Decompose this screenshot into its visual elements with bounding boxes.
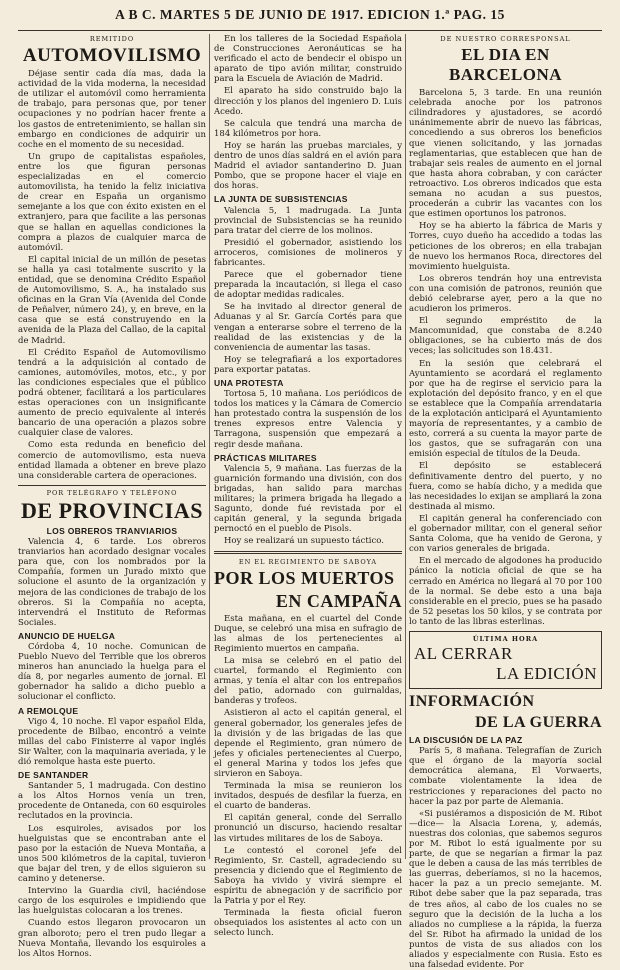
- paragraph: Cuando estos llegaron provocaron un gran alboroto; pero el tren pudo llegar a Nueva Montaña, llevando los esquiroles a los Altos Hornos.: [18, 918, 206, 959]
- section-rule: [18, 485, 206, 486]
- column-divider: [405, 34, 406, 859]
- paragraph: Parece que el gobernador tiene preparada la incautación, si llega el caso de adoptar medidas radicales.: [214, 270, 402, 301]
- subsection-title: LOS OBREROS TRANVIARIOS: [46, 525, 178, 536]
- column-divider: [209, 34, 210, 859]
- subsection-title: A REMOLQUE: [18, 705, 79, 716]
- paragraph: Hoy se telegrafiará a los exportadores para exportar patatas.: [214, 354, 402, 375]
- masthead-rule: [18, 30, 602, 31]
- article-title: EL DIA EN BARCELONA: [448, 45, 563, 85]
- paragraph: En los talleres de la Sociedad Española de Construcciones Aeronáuticas se ha verificado el acto de bendecir el obispo un aparato de tipo avión militar, construido para la Escuela de Aviación de Madrid.: [214, 34, 402, 85]
- paragraph: Tortosa 5, 10 mañana. Los periódicos de todos los matices y la Cámara de Comercio han protestado contra la suspensión de los trenes expresos entre Valencia y Tarragona, suspensión que empezará a regir desde mañana.: [214, 389, 402, 450]
- article-kicker: DE NUESTRO CORRESPONSAL: [440, 35, 571, 43]
- paragraph: El capital inicial de un millón de pesetas se halla ya casi totalmente suscrito y la entidad, que se denomina Crédito Español de Automovilismo, S. A., ha instalado sus oficinas en la Gran Vía (Avenida del Conde de Peñalver, número 24), y, en breve, en la casa que se está construyendo en la avenida de la Plaza del Callao, de la capital de Madrid.: [18, 254, 206, 346]
- paragraph: El segundo empréstito de la Mancomunidad, que constaba de 8.240 obligaciones, se ha cubierto más de dos veces; las solicitudes son 18.431.: [409, 316, 602, 357]
- paragraph: En la sesión que celebrará el Ayuntamiento se acordará el reglamento por que ha de regirse el servicio para la explotación del depósito franco, y en el que se establece que la Compañía arrendataria de la explotación anticipará el Ayuntamiento mayoría de representantes, y a cambio de esto, correrá a su cuenta la mayor parte de los gastos, que se sufragarán con una emisión especial de títulos de la Deuda.: [409, 358, 602, 460]
- paragraph: Valencia 5, 1 madrugada. La Junta provincial de Subsistencias se ha reunido para tratar del cierre de los molinos.: [214, 205, 402, 236]
- article-title-line-2: EN CAMPAÑA: [275, 590, 402, 611]
- paragraph: Hoy se harán las pruebas marciales, y dentro de unos días saldrá en el avión para Madrid el aviador santanderino D. Juan Pombo, que se propone hacer el viaje en dos horas.: [214, 140, 402, 192]
- subsection-title: LA DISCUSIÓN DE LA PAZ: [409, 735, 523, 746]
- paragraph: Los esquiroles, avisados por los huelguistas que se encontraban ante el paso por la estación de Nueva Montaña, a unos 500 kilómetros de la capital, tuvieron que bajar del tren, y de ellos siguieron su camino y detenerse.: [18, 823, 206, 885]
- paragraph: Esta mañana, en el cuartel del Conde Duque, se celebró una misa en sufragio de las almas de los pertenecientes al Regimiento muertos en campaña.: [214, 613, 402, 654]
- paragraph: Intervino la Guardia civil, haciéndose cargo de los esquiroles e impidiendo que las huelguistas colocaran a los trenes.: [18, 886, 206, 917]
- column-3: [409, 34, 602, 970]
- paragraph: Asistieron al acto el capitán general, el general gobernador, los generales jefes de la división y de las brigadas de las que depende el Regimiento, gran número de jefes y oficiales pertenecientes al Cuerpo, el general Marina y todos los jefes que sirvieron en Saboya.: [214, 708, 402, 779]
- article-kicker: REMITIDO: [89, 35, 135, 43]
- paragraph: Se ha invitado al director general de Aduanas y al Sr. García Cortés para que vengan a enterarse sobre el terreno de la realidad de las existencias y de la conveniencia de aumentar las tasas.: [214, 302, 402, 353]
- section-title-line-1: INFORMACIÓN: [409, 693, 535, 711]
- paragraph: Terminada la fiesta oficial fueron obsequiados los asistentes al acto con un selecto lunch.: [214, 908, 402, 939]
- paragraph: Le contestó el coronel jefe del Regimiento, Sr. Castell, agradeciendo su presencia y diciendo que el Regimiento de Saboya ha vivido y vivirá siempre el espíritu de abnegación y de sacrificio por la Patria y por el Rey.: [214, 845, 402, 907]
- paragraph: El Crédito Español de Automovilismo tendrá a la adquisición al contado de camiones, automóviles, motos, etc., y por las condiciones especiales que el público podrá obtener, facilitará a los particulares estas operaciones con un insignificante aumento de precio equivalente al interés bancario de una operación a plazos sobre cualquier clase de valores.: [18, 347, 206, 439]
- section-kicker: EN EL REGIMIENTO DE SABOYA: [238, 557, 378, 566]
- paragraph: Vigo 4, 10 noche. El vapor español Elda, procedente de Bilbao, encontró a veinte millas del cabo Finisterre al vapor inglés Sir Walter, con la maquinaria averiada, y le dió remolque hasta este puerto.: [18, 716, 206, 767]
- paragraph: Déjase sentir cada día mas, dada la actividad de la vida moderna, la necesidad de utilizar el automóvil como herramienta de trabajo, para personas que, por tener ocupaciones y no podrían hacer frente a los gastos de entretenimiento, se hallan sin embargo en condiciones de adquirir un coche en el momento de su necesidad.: [18, 69, 206, 150]
- paragraph: Hoy se realizará un supuesto táctico.: [224, 536, 384, 547]
- paragraph: Los obreros tendrán hoy una entrevista con una comisión de patronos, reunión que debió celebrarse ayer, pero a la que no acudieron los primeros.: [409, 273, 602, 315]
- paragraph: Se calcula que tendrá una marcha de 184 kilómetros por hora.: [214, 118, 402, 139]
- masthead: A B C. MARTES 5 DE JUNIO DE 1917. EDICION 1.ª PAG. 15: [115, 7, 505, 22]
- subsection-title: DE SANTANDER: [18, 770, 89, 781]
- section-kicker: POR TELÉGRAFO Y TELÉFONO: [46, 488, 178, 497]
- article-title: AUTOMOVILISMO: [22, 45, 202, 67]
- paragraph: Hoy se ha abierto la fábrica de Maris y Torres, cuyo dueño ha accedido a todas las peticiones de los obreros; en ella trabajan de nuevo los hermanos Roca, directores del movimiento huelguista.: [409, 221, 602, 272]
- section-rule: [214, 551, 402, 554]
- column-2: [214, 34, 402, 939]
- box-kicker: ÚLTIMA HORA: [472, 634, 539, 643]
- subsection-title: PRÁCTICAS MILITARES: [214, 452, 317, 463]
- section-title-line-2: DE LA GUERRA: [475, 714, 602, 732]
- paragraph: Terminada la misa se reunieron los invitados, después de desfilar la fuerza, en el cuarto de banderas.: [214, 781, 402, 812]
- paragraph: Córdoba 4, 10 noche. Comunican de Pueblo Nuevo del Terrible que los obreros mineros han anunciado la huelga para el día 8, por negarles aumento de jornal. El gobernador ha salido a dicho pueblo a solucionar el conflicto.: [18, 641, 206, 703]
- paragraph: La misa se celebró en el patio del cuartel, formando el Regimiento con armas, y tenía el altar con los entrepaños del patio, adornado con guirnaldas, banderas y trofeos.: [214, 655, 402, 707]
- paragraph: El capitán general ha conferenciado con el gobernador militar, con el general señor Santa Coloma, que ha venido de Gerona, y con varios generales de brigada.: [409, 513, 602, 555]
- paragraph: Santander 5, 1 madrugada. Con destino a los Altos Hornos venía un tren, procedente de Ontaneda, con 60 esquiroles reclutados en la provincia.: [18, 781, 206, 822]
- box-title-line-2: LA EDICIÓN: [496, 664, 597, 684]
- paragraph: En el mercado de algodones ha producido pánico la noticia oficial de que se ha cerrado en América no llegará al 70 por 100 de la normal. Se debe esto a una baja considerable en el precio, pues se ha pasado de 52 pesetas los 50 kilos, y se contrata por lo tanto de las libras esterlinas.: [409, 556, 602, 627]
- paragraph: El depósito se establecerá definitivamente dentro del puerto, y no fuera, como se había dicho, y a medida que las necesidades lo exijan se ampliará la zona destinada al mismo.: [409, 461, 602, 512]
- paragraph: Como esta redunda en beneficio del comercio de automovilismo, esta nueva entidad llamada a obtener en breve plazo una considerable cartera de operaciones.: [18, 440, 206, 481]
- paragraph: El aparato ha sido construido bajo la dirección y los planos del ingeniero D. Luis Acedo.: [214, 86, 402, 117]
- subsection-title: LA JUNTA DE SUBSISTENCIAS: [214, 194, 348, 205]
- subsection-title: ANUNCIO DE HUELGA: [18, 630, 116, 641]
- paragraph: Barcelona 5, 3 tarde. En una reunión celebrada anoche por los patronos cilindradores y ajustadores, se acordó unánimemente abrir de nuevo las fábricas, concediendo a sus obreros los beneficios que vienen solicitando, y las jornadas reglamentarias, que establecen que han de trabajar seis reales de aumento en el jornal que hasta ahora cobraban, y con carácter retroactivo. Los obreros indicados que esta semana no acudan a sus puestos, procederán a cubrir las vacantes con los que estimen oportunos los patronos.: [409, 88, 602, 220]
- section-title: DE PROVINCIAS: [21, 497, 203, 523]
- article-title-line-1: POR LOS MUERTOS: [214, 567, 395, 588]
- paragraph: Valencia 5, 9 mañana. Las fuerzas de la guarnición formando una división, con dos brigadas, han salido para marchas militares; la primera brigada ha llegado a Sagunto, donde fué revistada por el capitán general, y la segunda brigada pernoctó en el pueblo de Pisols.: [214, 463, 402, 535]
- subsection-title: UNA PROTESTA: [214, 378, 284, 388]
- box-title-line-1: AL CERRAR: [414, 644, 513, 664]
- column-1: [18, 34, 206, 959]
- paragraph: Valencia 4, 6 tarde. Los obreros tranviarios han acordado designar vocales para que, con los nombrados por la Compañía, formen un Jurado mixto que solucione el asunto de la organización y mejora de las condiciones de trabajo de los obreros. Si la Compañía no acepta, intervendrá el Instituto de Reformas Sociales.: [18, 537, 206, 628]
- paragraph: El capitán general, conde del Serrallo pronunció un discurso, haciendo resaltar las virtudes militares de los de Saboya.: [214, 813, 402, 844]
- paragraph: París 5, 8 mañana. Telegrafían de Zurich que el órgano de la mayoría social democrática alemana, El Vorwaerts, combate violentamente la idea de restricciones y reparaciones del pacto no hacer la paz por parte de Alemania.: [409, 746, 602, 807]
- paragraph: «Si pusiéramos a disposición de M. Ribot —dice— la Alsacia Lorena, y, además, nuestras dos colonias, que sabemos seguros por M. Ribot lo está igualmente por su parte, de que se negarían a firmar la paz que le deben a causa de las más terribles de las guerras, deberíamos, si no la hacemos, hacer la paz a un precio semejante. M. Ribot debe saber que la paz separada, tras de tres años, al cabo de los cuales no se seguro que la decisión de la lucha a los aliados no cumpliese a la rápida, la fuerza del Sr. Ribot ha afirmado la unidad de los puntos de vista de sus aliados con los aliados y especialmente con Rusia. Esto es una falsedad evidente. Por: [409, 808, 602, 970]
- last-minute-box: [409, 631, 602, 689]
- paragraph: Presidió el gobernador, asistiendo los arroceros, comisiones de molineros y fabricantes.: [214, 237, 402, 268]
- paragraph: Un grupo de capitalistas españoles, entre los que figuran personas especializadas en el comercio automovilista, ha tenido la feliz iniciativa de crear en España un organismo semejante a los que con éxito existen en el extranjero, para que facilite a las personas que se hallan en aquellas condiciones la compra a plazos de cualquier marca de automóvil.: [18, 151, 206, 253]
